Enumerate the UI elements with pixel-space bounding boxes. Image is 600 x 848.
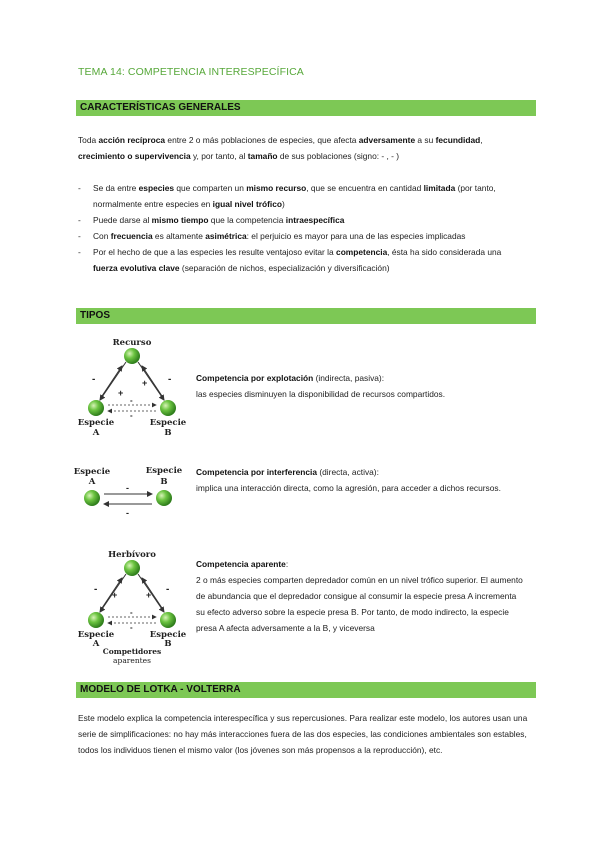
list-item: - Por el hecho de que a las especies les resulte ventajoso evitar la competencia, ésta ha sido considerada una fuerza evolutiva clave (separación de nichos, especialización y diversificación)	[78, 244, 528, 276]
section-header-general: CARACTERÍSTICAS GENERALES	[76, 100, 536, 116]
species-a-label: Especie	[73, 467, 111, 477]
intro-text: ,	[480, 135, 483, 145]
document-title: TEMA 14: COMPETENCIA INTERESPECÍFICA	[78, 66, 304, 78]
sign-minus: -	[130, 608, 133, 617]
species-b-sphere	[160, 612, 176, 628]
interference-diagram	[72, 462, 192, 522]
type-description: las especies disminuyen la disponibilidad de recursos compartidos.	[196, 389, 446, 399]
characteristics-list	[78, 180, 528, 276]
resource-sphere	[124, 348, 140, 364]
sign-plus: +	[142, 378, 148, 388]
intro-bold: crecimiento o supervivencia	[78, 151, 191, 161]
sign-minus: -	[130, 396, 133, 405]
sign-minus: -	[126, 508, 129, 518]
type-qualifier: (directa, activa):	[317, 467, 379, 477]
sign-minus: -	[130, 623, 133, 632]
section-header-lotka: MODELO DE LOTKA - VOLTERRA	[76, 682, 536, 698]
intro-paragraph	[78, 132, 528, 164]
species-a-sphere	[88, 400, 104, 416]
exploitation-diagram	[72, 334, 192, 444]
type-apparent	[196, 556, 526, 636]
type-qualifier: :	[285, 559, 289, 569]
species-a-letter: A	[92, 639, 100, 649]
section-header-tipos: TIPOS	[76, 308, 536, 324]
sign-minus: -	[166, 584, 170, 595]
sign-plus: +	[146, 590, 152, 600]
intro-text: a su	[415, 135, 436, 145]
sign-minus: -	[126, 483, 129, 493]
type-description: 2 o más especies comparten depredador común en un nivel trófico superior. El aumento de abundancia que el depredador consigue al consumir la especie presa A incrementa su efecto adverso sobre la especie presa B. Por tanto, de modo indirecto, la especie presa A afecta adversamente a la B, y viceversa	[196, 575, 523, 633]
sign-plus: +	[118, 388, 124, 398]
species-a-letter: A	[88, 477, 96, 487]
species-a-label: Especie	[77, 418, 115, 428]
type-exploitation	[196, 370, 526, 402]
species-b-label: Especie	[145, 466, 183, 476]
species-a-label: Especie	[77, 630, 115, 640]
type-description: implica una interacción directa, como la agresión, para acceder a dichos recursos.	[196, 483, 501, 493]
species-b-sphere	[156, 490, 172, 506]
competitors-sublabel: aparentes	[113, 656, 151, 665]
intro-bold: acción recíproca	[98, 135, 166, 145]
sign-minus: -	[92, 374, 96, 385]
intro-text: Toda	[78, 135, 99, 145]
list-item: - Se da entre especies que comparten un mismo recurso, que se encuentra en cantidad limitada (por tanto, normalmente entre especies en igual nivel trófico)	[78, 180, 528, 212]
sign-minus: -	[94, 584, 98, 595]
species-b-letter: B	[160, 477, 168, 487]
species-b-label: Especie	[149, 630, 187, 640]
competitors-label: Competidores	[102, 647, 162, 656]
species-a-sphere	[84, 490, 100, 506]
type-name: Competencia aparente	[196, 559, 286, 569]
intro-bold: fecundidad	[435, 135, 481, 145]
species-b-letter: B	[164, 639, 172, 649]
intro-text: entre 2 o más poblaciones de especies, que afecta	[165, 135, 359, 145]
resource-label: Recurso	[112, 338, 152, 348]
herbivore-label: Herbívoro	[108, 550, 156, 560]
intro-bold: tamaño	[247, 151, 278, 161]
species-a-sphere	[88, 612, 104, 628]
type-interference	[196, 464, 526, 496]
intro-bold: adversamente	[358, 135, 416, 145]
species-b-sphere	[160, 400, 176, 416]
sign-plus: +	[112, 590, 118, 600]
type-name: Competencia por explotación	[196, 373, 314, 383]
list-item: - Puede darse al mismo tiempo que la competencia intraespecífica	[78, 212, 528, 228]
sign-minus: -	[130, 411, 133, 420]
intro-text: y, por tanto, al	[190, 151, 248, 161]
type-qualifier: (indirecta, pasiva):	[313, 373, 385, 383]
species-a-letter: A	[92, 428, 100, 438]
type-name: Competencia por interferencia	[196, 467, 318, 477]
apparent-diagram	[72, 546, 192, 668]
species-b-letter: B	[164, 428, 172, 438]
list-item: - Con frecuencia es altamente asimétrica: el perjuicio es mayor para una de las especies implicadas	[78, 228, 528, 244]
lotka-paragraph: Este modelo explica la competencia interespecífica y sus repercusiones. Para realizar este modelo, los autores usan una serie de simplificaciones: no hay más interacciones fuera de las dos especies, las condiciones ambientales son estables, todos los individuos tienen el mismo valor (los jóvenes son más propensos a la reproducción), etc.	[78, 713, 528, 755]
species-b-label: Especie	[149, 418, 187, 428]
intro-text: de sus poblaciones (signo: - , - )	[277, 151, 400, 161]
herbivore-sphere	[124, 560, 140, 576]
sign-minus: -	[168, 374, 172, 385]
